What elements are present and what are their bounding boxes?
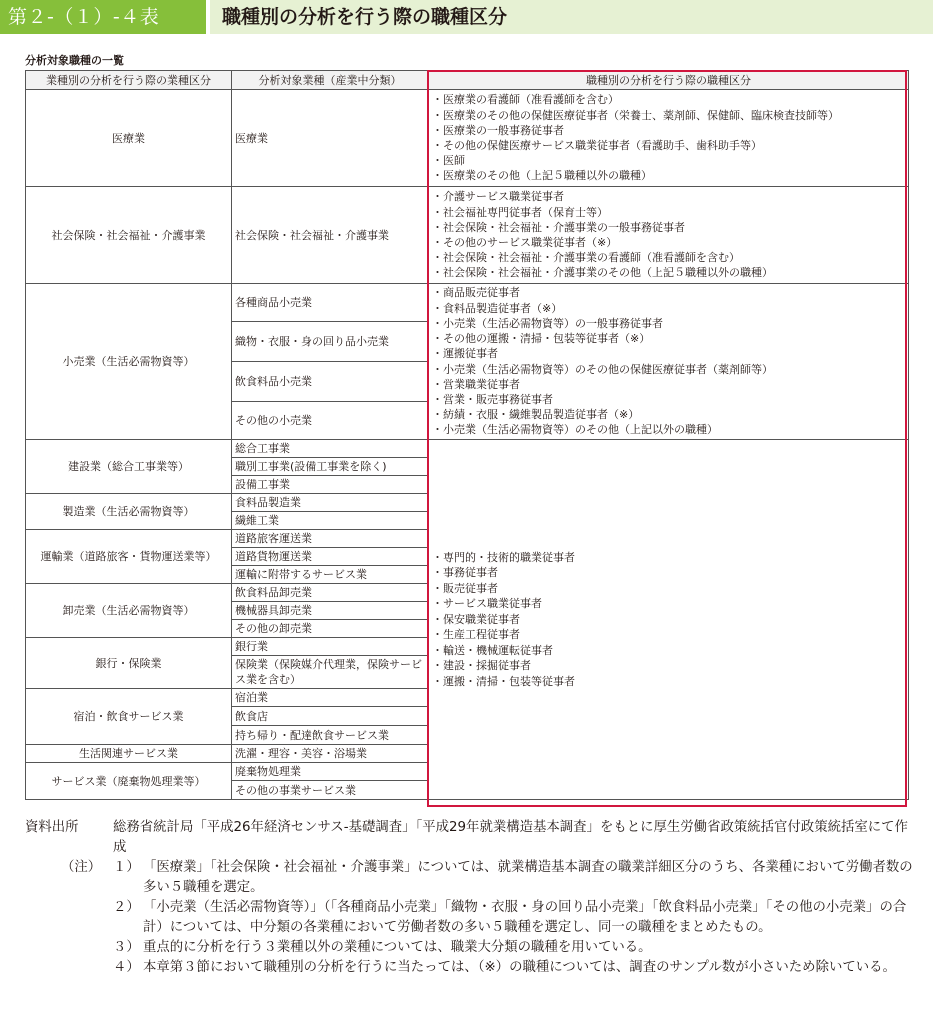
- industry-cell: 社会保険・社会福祉・介護事業: [26, 187, 232, 284]
- industry-cell: 医療業: [26, 90, 232, 187]
- occupation-item: ・食料品製造従事者（※）: [432, 301, 563, 315]
- occupation-item: ・社会保険・社会福祉・介護事業の一般事務従事者: [432, 220, 685, 234]
- column-header-occupation: 職種別の分析を行う際の職種区分: [429, 71, 909, 90]
- subindustry-cell: 社会保険・社会福祉・介護事業: [232, 187, 429, 284]
- note-item: [113, 938, 915, 958]
- occupation-item: ・医療業の看護師（准看護師を含む）: [432, 93, 619, 107]
- subindustry-cell: 保険業（保険媒介代理業，保険サービス業を含む）: [232, 656, 429, 689]
- occupation-item: ・営業・販売事務従事者: [432, 392, 553, 406]
- source-line: [25, 818, 915, 858]
- occupation-item: ・販売従事者: [432, 581, 498, 595]
- occupation-list-others: [432, 550, 905, 690]
- industry-cell: 小売業（生活必需物資等）: [26, 284, 232, 440]
- note-text: 「小売業（生活必需物資等）」（「各種商品小売業」「織物・衣服・身の回り品小売業」「飲食料品小売業」「その他の小売業」の合計）については、中分類の各業種において労働者数の多い５職種を選定し、同一の職種をまとめたもの。: [143, 900, 907, 935]
- occupation-item: ・商品販売従事者: [432, 286, 520, 300]
- occupation-item: ・紡績・衣服・繊維製品製造従事者（※）: [432, 408, 640, 422]
- table-subtitle: 分析対象職種の一覧: [25, 54, 124, 67]
- note-text: 本章第３節において職種別の分析を行うに当たっては、（※）の職種については、調査のサンプル数が小さいため除いている。: [143, 960, 896, 975]
- occupation-item: ・その他のサービス職業従事者（※）: [432, 236, 618, 249]
- occupation-item: ・医療業のその他の保健医療従事者（栄養士、薬剤師、保健師、臨床検査技師等）: [432, 108, 839, 122]
- industry-cell: 宿泊・飲食サービス業: [26, 689, 232, 745]
- note-number: １）: [113, 860, 140, 875]
- source-text: 総務省統計局「平成26年経済センサス-基礎調査」「平成29年就業構造基本調査」をもとに厚生労働省政策統括官付政策統括室にて作成: [113, 820, 908, 855]
- table-row: [26, 187, 909, 284]
- occupation-list-medical: [432, 92, 905, 183]
- subindustry-cell: 廃棄物処理業: [232, 763, 429, 781]
- occupation-item: ・医療業のその他（上記５職種以外の職種）: [432, 169, 652, 183]
- subindustry-cell: 宿泊業: [232, 689, 429, 707]
- note-text: 重点的に分析を行う３業種以外の業種については、職業大分類の職種を用いている。: [143, 940, 652, 955]
- occupation-item: ・社会福祉専門従事者（保育士等）: [432, 205, 608, 219]
- notes-label: （注）: [61, 860, 102, 875]
- subindustry-cell: 設備工事業: [232, 476, 429, 494]
- notes-list: [25, 858, 915, 978]
- subindustry-cell: 道路旅客運送業: [232, 530, 429, 548]
- subindustry-cell: 洗濯・理容・美容・浴場業: [232, 745, 429, 763]
- occupation-item: ・輸送・機械運転従事者: [432, 643, 553, 657]
- occupation-cell: [429, 284, 909, 440]
- subindustry-cell: 飲食料品卸売業: [232, 584, 429, 602]
- occupation-cell: [429, 187, 909, 284]
- column-header-industry: 業種別の分析を行う際の業種区分: [26, 71, 232, 90]
- note-item: [113, 898, 915, 938]
- industry-cell: 生活関連サービス業: [26, 745, 232, 763]
- occupation-item: ・事務従事者: [432, 566, 498, 580]
- occupation-item: ・保安職業従事者: [432, 612, 520, 626]
- subindustry-cell: 総合工事業: [232, 440, 429, 458]
- table-row: [26, 284, 909, 322]
- occupation-item: ・社会保険・社会福祉・介護事業のその他（上記５職種以外の職種）: [432, 266, 773, 280]
- note-item: [113, 858, 915, 898]
- occupation-item: ・専門的・技術的職業従事者: [432, 550, 575, 564]
- header-bar: [0, 0, 933, 34]
- table-row: [26, 90, 909, 187]
- subindustry-cell: 持ち帰り・配達飲食サービス業: [232, 726, 429, 745]
- occupation-item: ・その他の保健医療サービス職業従事者（看護助手、歯科助手等）: [432, 139, 762, 152]
- notes-section: [25, 818, 915, 978]
- industry-cell: 卸売業（生活必需物資等）: [26, 584, 232, 638]
- occupation-item: ・営業職業従事者: [432, 377, 520, 391]
- occupation-item: ・生産工程従事者: [432, 628, 520, 642]
- subindustry-cell: 織物・衣服・身の回り品小売業: [232, 322, 429, 362]
- note-number: ２）: [113, 900, 140, 915]
- occupation-item: ・小売業（生活必需物資等）のその他の保健医療従事者（薬剤師等）: [432, 362, 773, 376]
- table-row: [26, 440, 909, 458]
- occupation-item: ・医療業の一般事務従事者: [432, 123, 564, 137]
- occupation-item: ・運搬従事者: [432, 347, 498, 361]
- subindustry-cell: その他の卸売業: [232, 620, 429, 638]
- source-label: 資料出所: [25, 820, 79, 835]
- occupation-cell: [429, 440, 909, 800]
- occupation-list-welfare: [432, 189, 905, 280]
- occupation-item: ・介護サービス職業従事者: [432, 190, 564, 204]
- subindustry-cell: 銀行業: [232, 638, 429, 656]
- subindustry-cell: 職別工事業(設備工事業を除く): [232, 458, 429, 476]
- table-header-row: [26, 71, 909, 90]
- occupation-item: ・社会保険・社会福祉・介護事業の看護師（准看護師を含む）: [432, 251, 740, 265]
- occupation-item: ・サービス職業従事者: [432, 597, 542, 611]
- occupation-table: [25, 70, 909, 800]
- subindustry-cell: 各種商品小売業: [232, 284, 429, 322]
- subindustry-cell: 飲食店: [232, 707, 429, 726]
- subindustry-cell: 道路貨物運送業: [232, 548, 429, 566]
- industry-cell: 運輸業（道路旅客・貨物運送業等）: [26, 530, 232, 584]
- subindustry-cell: 医療業: [232, 90, 429, 187]
- occupation-cell: [429, 90, 909, 187]
- occupation-item: ・その他の運搬・清掃・包装等従事者（※）: [432, 332, 651, 346]
- subindustry-cell: その他の事業サービス業: [232, 781, 429, 800]
- industry-cell: 製造業（生活必需物資等）: [26, 494, 232, 530]
- subindustry-cell: 飲食料品小売業: [232, 362, 429, 402]
- industry-cell: 建設業（総合工事業等）: [26, 440, 232, 494]
- column-header-subindustry: 分析対象業種（産業中分類）: [232, 71, 429, 90]
- note-item: [113, 958, 915, 978]
- subindustry-cell: その他の小売業: [232, 402, 429, 440]
- industry-cell: 銀行・保険業: [26, 638, 232, 689]
- subindustry-cell: 食料品製造業: [232, 494, 429, 512]
- table-number-label: 第２-（１）-４表: [0, 0, 206, 34]
- occupation-item: ・運搬・清掃・包装等従事者: [432, 674, 575, 688]
- note-number: ３）: [113, 940, 140, 955]
- subindustry-cell: 運輸に附帯するサービス業: [232, 566, 429, 584]
- occupation-item: ・建設・採掘従事者: [432, 659, 531, 673]
- occupation-item: ・医師: [432, 154, 465, 168]
- note-text: 「医療業」「社会保険・社会福祉・介護事業」については、就業構造基本調査の職業詳細区分のうち、各業種において労働者数の多い５職種を選定。: [143, 860, 913, 895]
- subindustry-cell: 繊維工業: [232, 512, 429, 530]
- occupation-item: ・小売業（生活必需物資等）のその他（上記以外の職種）: [432, 423, 718, 437]
- occupation-list-retail: [432, 285, 905, 437]
- note-number: ４）: [113, 960, 140, 975]
- table-title: 職種別の分析を行う際の職種区分: [210, 0, 933, 34]
- subindustry-cell: 機械器具卸売業: [232, 602, 429, 620]
- industry-cell: サービス業（廃棄物処理業等）: [26, 763, 232, 800]
- occupation-item: ・小売業（生活必需物資等）の一般事務従事者: [432, 316, 663, 330]
